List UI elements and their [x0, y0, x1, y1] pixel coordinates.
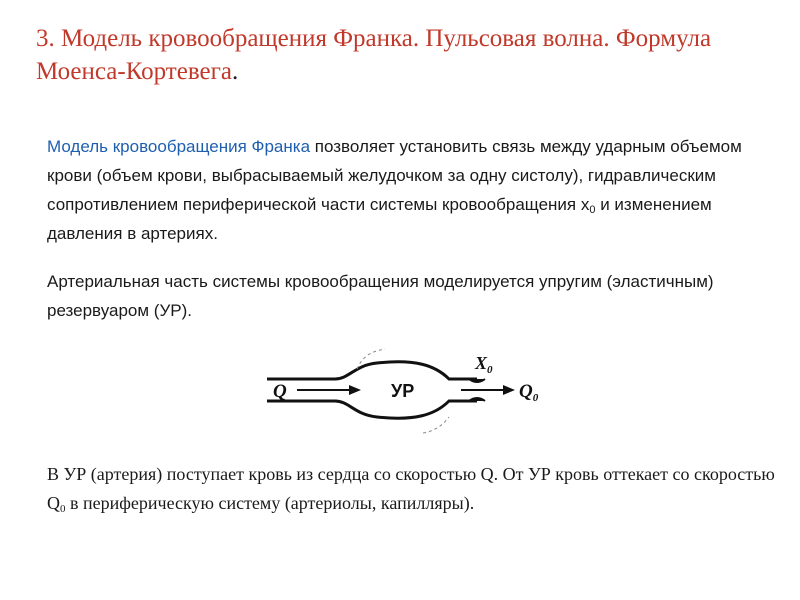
x0-subscript: 0 [589, 204, 596, 216]
flow-description-text: В УР (артерия) поступает кровь из сердца со скоростью Q. От УР кровь оттекает со скоростью Q [47, 464, 775, 513]
constriction-lower [469, 398, 485, 401]
elastic-reservoir-diagram [265, 345, 545, 435]
constriction-upper [469, 379, 485, 382]
inflow-arrow-head [349, 385, 361, 395]
diagram-dashed-contour-lower [423, 417, 449, 433]
slide-title-text: 3. Модель кровообращения Франка. Пульсовая волна. Формула Моенса-Кортевега [36, 25, 712, 85]
slide-title-period: . [231, 58, 239, 85]
q-out-label-main: Q [519, 381, 533, 402]
flow-description-text-end: в периферическую систему (артериолы, капилляры). [65, 493, 475, 513]
q-in-label: Q [273, 381, 287, 402]
x0-label-sub: 0 [487, 364, 493, 376]
q-out-label [519, 381, 539, 404]
reservoir-label: УР [391, 381, 415, 401]
outflow-arrow-head [503, 385, 515, 395]
frank-model-paragraph [47, 132, 777, 248]
diagram-lower-wall [267, 401, 477, 418]
x0-label-main: X [475, 353, 488, 373]
flow-description-paragraph [47, 460, 787, 518]
x0-label [474, 353, 493, 376]
frank-model-term: Модель кровообращения Франка [47, 137, 311, 156]
q-out-label-sub: 0 [532, 392, 539, 404]
diagram-upper-wall [267, 362, 477, 379]
slide-title [36, 22, 776, 88]
frank-model-text: позволяет установить связь между ударным объемом крови (объем крови, выбрасываемый желудочком за одну систолу), гидравлическим сопротивлением периферической части системы кровообращения x [47, 137, 742, 214]
elastic-reservoir-paragraph: Артериальная часть системы кровообращения моделируется упругим (эластичным) резервуаром (УР). [47, 272, 714, 320]
frank-model-text-end: и изменением давления в артериях. [47, 195, 712, 243]
q0-subscript: 0 [60, 503, 66, 515]
